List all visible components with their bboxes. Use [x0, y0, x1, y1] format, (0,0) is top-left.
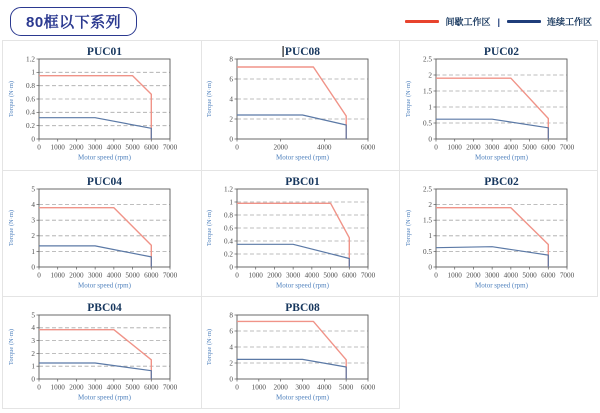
svg-text:PBC08: PBC08	[285, 302, 321, 314]
svg-text:1000: 1000	[252, 383, 267, 392]
svg-text:0: 0	[229, 263, 234, 272]
svg-text:0.6: 0.6	[25, 95, 35, 104]
svg-text:0: 0	[428, 263, 432, 272]
svg-text:2.5: 2.5	[422, 185, 432, 194]
svg-text:2000: 2000	[69, 383, 84, 392]
svg-text:7000: 7000	[162, 271, 178, 280]
svg-text:Torque (N·m): Torque (N·m)	[206, 328, 214, 366]
svg-text:1000: 1000	[50, 383, 65, 392]
svg-text:0.8: 0.8	[25, 82, 35, 91]
svg-text:5000: 5000	[323, 271, 339, 280]
svg-text:4000: 4000	[106, 383, 121, 392]
chart-cell-pbc04	[2, 297, 201, 409]
svg-text:1.2: 1.2	[25, 55, 35, 64]
svg-text:3000: 3000	[484, 271, 499, 280]
svg-text:1.5: 1.5	[422, 216, 432, 225]
svg-text:2000: 2000	[267, 271, 283, 280]
svg-text:0: 0	[31, 263, 35, 272]
svg-text:6000: 6000	[361, 383, 376, 392]
svg-text:4000: 4000	[106, 271, 121, 280]
svg-text:0: 0	[229, 135, 234, 144]
svg-text:6000: 6000	[361, 143, 376, 152]
legend-item-intermittent	[405, 15, 490, 28]
svg-text:6000: 6000	[143, 271, 159, 280]
svg-text:Motor speed (rpm): Motor speed (rpm)	[77, 153, 131, 162]
svg-text:2000: 2000	[69, 143, 84, 152]
svg-text:Torque (N·m): Torque (N·m)	[7, 80, 15, 118]
svg-text:1000: 1000	[50, 143, 65, 152]
svg-text:1: 1	[31, 247, 35, 256]
svg-text:2000: 2000	[273, 383, 289, 392]
svg-text:2000: 2000	[465, 271, 481, 280]
torque-speed-chart-pbc02	[401, 172, 597, 296]
svg-text:Motor speed (rpm): Motor speed (rpm)	[77, 393, 131, 402]
svg-text:Torque (N·m): Torque (N·m)	[7, 209, 15, 247]
svg-text:6: 6	[229, 75, 234, 84]
svg-text:Motor speed (rpm): Motor speed (rpm)	[276, 393, 330, 402]
svg-text:0: 0	[433, 271, 438, 280]
chart-legend	[405, 15, 592, 28]
svg-text:8: 8	[229, 311, 234, 320]
svg-text:Motor speed (rpm): Motor speed (rpm)	[474, 153, 528, 162]
torque-speed-chart-pbc08	[202, 298, 398, 408]
svg-text:2000: 2000	[465, 143, 481, 152]
svg-text:1000: 1000	[50, 271, 65, 280]
svg-text:6000: 6000	[143, 143, 159, 152]
svg-text:0: 0	[229, 375, 234, 384]
svg-text:2.5: 2.5	[422, 55, 432, 64]
svg-text:1.5: 1.5	[422, 87, 432, 96]
svg-text:0: 0	[235, 383, 240, 392]
svg-text:5000: 5000	[522, 271, 537, 280]
svg-text:1000: 1000	[447, 271, 462, 280]
chart-grid	[2, 40, 598, 409]
svg-text:6000: 6000	[143, 383, 159, 392]
svg-text:3000: 3000	[87, 143, 103, 152]
svg-text:1000: 1000	[447, 143, 462, 152]
svg-text:1: 1	[31, 68, 35, 77]
page-header	[0, 0, 600, 40]
svg-text:1: 1	[229, 198, 234, 207]
svg-text:0.6: 0.6	[224, 224, 234, 233]
svg-text:7000: 7000	[559, 143, 574, 152]
svg-text:3000: 3000	[484, 143, 499, 152]
svg-text:0.2: 0.2	[25, 122, 35, 131]
svg-text:Motor speed (rpm): Motor speed (rpm)	[276, 281, 330, 290]
svg-text:4000: 4000	[317, 143, 333, 152]
chart-cell-puc01	[2, 41, 201, 171]
svg-text:4: 4	[31, 201, 35, 209]
continuous-line-swatch	[507, 20, 541, 23]
legend-item-continuous	[507, 15, 592, 28]
svg-text:1: 1	[31, 362, 35, 371]
svg-text:6000: 6000	[342, 271, 357, 280]
svg-text:0.5: 0.5	[422, 119, 432, 128]
svg-text:Torque (N·m): Torque (N·m)	[206, 80, 214, 118]
svg-text:2: 2	[428, 201, 432, 209]
svg-text:2: 2	[229, 359, 234, 368]
svg-text:0.4: 0.4	[25, 108, 35, 117]
svg-text:6000: 6000	[540, 271, 556, 280]
intermittent-line-swatch	[405, 20, 439, 23]
svg-text:3000: 3000	[87, 383, 103, 392]
svg-text:1: 1	[428, 232, 432, 241]
svg-text:5000: 5000	[125, 143, 140, 152]
torque-speed-chart-pbc01	[202, 172, 398, 296]
svg-text:4: 4	[229, 343, 234, 352]
svg-text:3000: 3000	[87, 271, 103, 280]
svg-text:PUC01: PUC01	[86, 46, 122, 58]
svg-text:4000: 4000	[305, 271, 320, 280]
torque-speed-chart-puc08	[202, 42, 398, 168]
svg-text:7000: 7000	[361, 271, 376, 280]
svg-text:2: 2	[31, 349, 35, 358]
svg-text:4: 4	[31, 324, 35, 333]
svg-text:0: 0	[235, 143, 240, 152]
legend-divider: |	[497, 16, 500, 27]
svg-text:PBC01: PBC01	[285, 176, 321, 188]
legend-label: 间歇工作区	[445, 17, 491, 27]
svg-text:3000: 3000	[295, 383, 311, 392]
svg-text:PBC02: PBC02	[483, 176, 519, 188]
svg-text:1000: 1000	[249, 271, 264, 280]
svg-text:Motor speed (rpm): Motor speed (rpm)	[77, 281, 131, 290]
svg-text:0.4: 0.4	[224, 237, 234, 246]
svg-text:1: 1	[428, 103, 432, 112]
svg-text:5000: 5000	[125, 383, 140, 392]
svg-text:2000: 2000	[273, 143, 289, 152]
svg-text:Torque (N·m): Torque (N·m)	[206, 209, 214, 247]
svg-text:0.2: 0.2	[224, 250, 234, 259]
torque-speed-chart-puc02	[401, 42, 597, 168]
svg-text:4: 4	[229, 95, 234, 104]
svg-text:5000: 5000	[125, 271, 140, 280]
svg-text:7000: 7000	[162, 143, 178, 152]
svg-text:PBC04: PBC04	[87, 302, 122, 314]
svg-text:0.8: 0.8	[224, 211, 234, 220]
chart-cell-puc04	[2, 171, 201, 297]
svg-text:1.2: 1.2	[224, 185, 234, 194]
svg-text:5000: 5000	[339, 383, 354, 392]
empty-grid-cell	[399, 297, 598, 409]
svg-text:3000: 3000	[286, 271, 301, 280]
svg-text:5: 5	[31, 311, 35, 320]
svg-text:PUC04: PUC04	[86, 176, 122, 188]
svg-text:4000: 4000	[503, 143, 518, 152]
chart-cell-pbc08	[201, 297, 400, 409]
svg-text:4000: 4000	[317, 383, 333, 392]
svg-text:2: 2	[229, 115, 234, 124]
svg-text:5000: 5000	[522, 143, 537, 152]
svg-text:4000: 4000	[106, 143, 121, 152]
svg-text:PUC08: PUC08	[285, 46, 321, 58]
svg-text:0: 0	[37, 271, 41, 280]
svg-text:Motor speed (rpm): Motor speed (rpm)	[276, 153, 330, 162]
chart-cell-puc02	[399, 41, 598, 171]
series-title-badge	[10, 7, 137, 36]
svg-text:2: 2	[31, 232, 35, 241]
svg-text:5: 5	[31, 185, 35, 194]
chart-cell-puc08	[201, 41, 400, 171]
svg-text:6: 6	[229, 327, 234, 336]
svg-text:Torque (N·m): Torque (N·m)	[404, 209, 412, 247]
svg-text:Torque (N·m): Torque (N·m)	[7, 328, 15, 366]
svg-text:2: 2	[428, 71, 432, 80]
torque-speed-chart-pbc04	[4, 298, 200, 408]
svg-text:4000: 4000	[503, 271, 518, 280]
svg-text:8: 8	[229, 55, 234, 64]
legend-label: 连续工作区	[546, 17, 592, 27]
svg-text:7000: 7000	[559, 271, 574, 280]
svg-text:0.5: 0.5	[422, 247, 432, 256]
svg-text:0: 0	[235, 271, 240, 280]
svg-text:0: 0	[37, 143, 41, 152]
chart-cell-pbc01	[201, 171, 400, 297]
svg-text:0: 0	[31, 375, 35, 384]
svg-text:Torque (N·m): Torque (N·m)	[404, 80, 412, 118]
svg-text:PUC02: PUC02	[483, 46, 519, 58]
svg-text:3: 3	[31, 337, 35, 345]
svg-text:2000: 2000	[69, 271, 84, 280]
svg-text:0: 0	[433, 143, 438, 152]
svg-text:0: 0	[37, 383, 41, 392]
svg-text:0: 0	[31, 135, 35, 144]
svg-text:6000: 6000	[540, 143, 556, 152]
svg-text:0: 0	[428, 135, 432, 144]
torque-speed-chart-puc01	[4, 42, 200, 168]
chart-cell-pbc02	[399, 171, 598, 297]
svg-text:7000: 7000	[162, 383, 178, 392]
page-title: 80框以下系列	[26, 14, 122, 31]
svg-text:Motor speed (rpm): Motor speed (rpm)	[474, 281, 528, 290]
svg-text:3: 3	[31, 216, 35, 225]
torque-speed-chart-puc04	[4, 172, 200, 296]
